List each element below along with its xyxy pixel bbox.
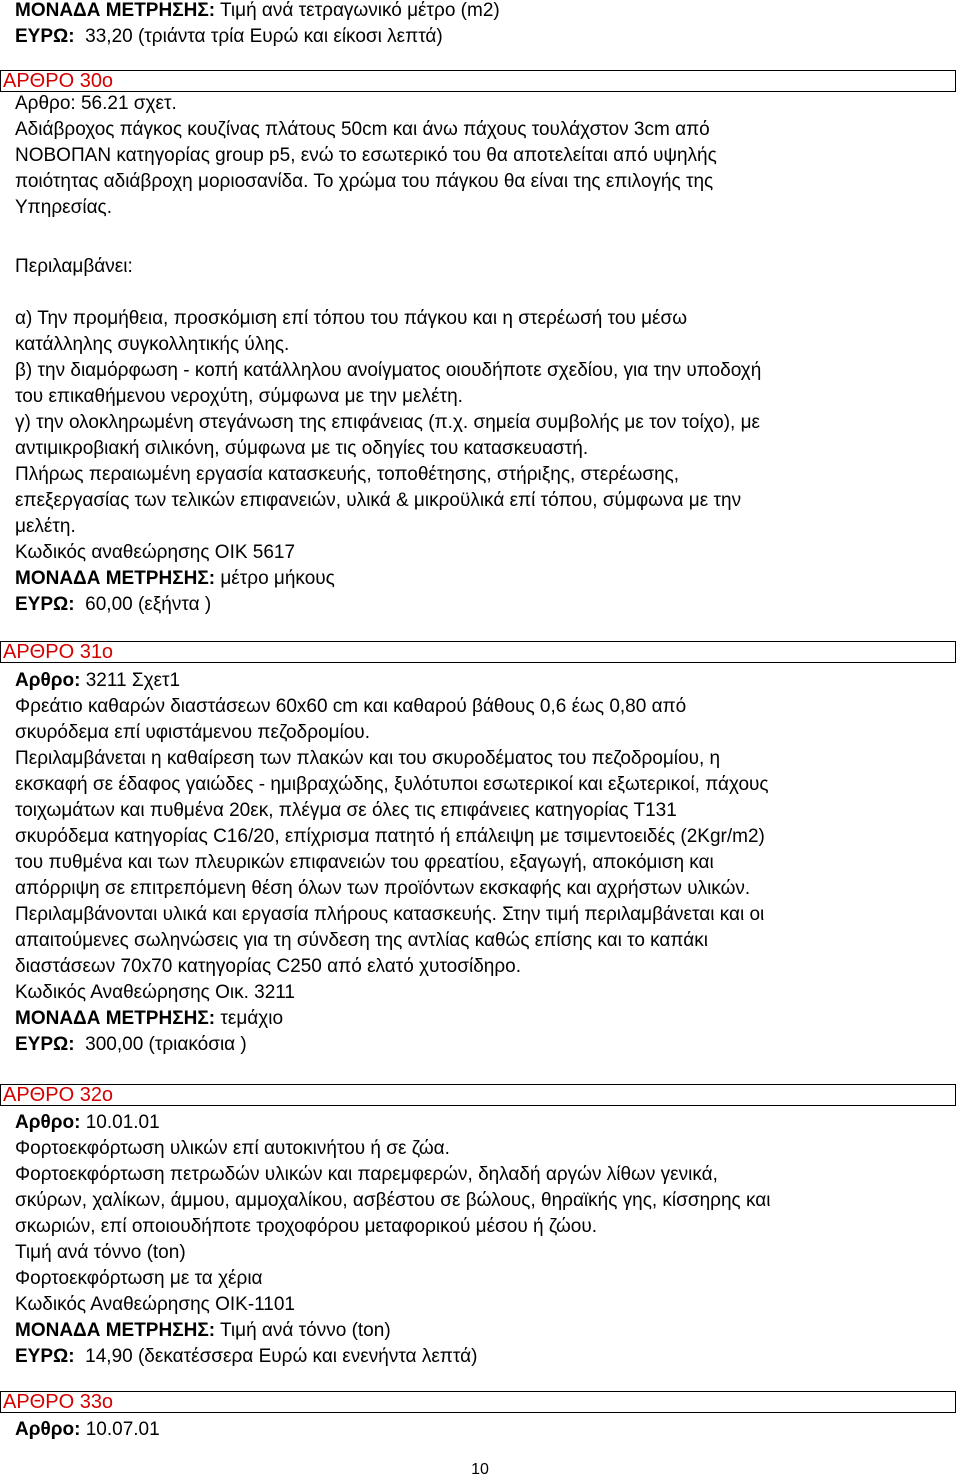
article-33-title: ΑΡΘΡΟ 33ο xyxy=(3,1391,114,1413)
price-line: ΕΥΡΩ: 14,90 (δεκατέσσερα Ευρώ και ενενήντα λεπτά) xyxy=(15,1346,478,1367)
article-code: Αρθρο: 3211 Σχετ1 xyxy=(15,670,181,691)
article-code: Αρθρο: 10.07.01 xyxy=(15,1419,160,1440)
price-line: ΕΥΡΩ: 300,00 (τριακόσια ) xyxy=(15,1034,247,1055)
article-code: Αρθρο: 10.01.01 xyxy=(15,1112,160,1133)
unit-line: ΜΟΝΑΔΑ ΜΕΤΡΗΣΗΣ: Τιμή ανά τετραγωνικό μέτρο (m2) xyxy=(15,0,500,21)
article-32-body: Αρθρο: 10.01.01 Φορτοεκφόρτωση υλικών επί αυτοκινήτου ή σε ζώα. Φορτοεκφόρτωση πετρωδών υλικών και παρεμφερών, δηλαδή αργών λίθων γενικά, σκύρων, χαλίκων, άμμου, αμμοχαλίκου, ασβέστου σε βώλους, θηραϊκής γης, κίσσηρης και σκωριών, επί οποιουδήποτε τροχοφόρου μεταφορικού μέσου ή ζώου. Τιμή ανά τόννο (ton) Φορτοεκφόρτωση με τα χέρια Κωδικός Αναθεώρησης ΟΙΚ-1101 ΜΟΝΑΔΑ ΜΕΤΡΗΣΗΣ: Τιμή ανά τόννο (ton) ΕΥΡΩ: 14,90 (δεκατέσσερα Ευρώ και ενενήντα λεπτά) xyxy=(15,1110,945,1370)
unit-line: ΜΟΝΑΔΑ ΜΕΤΡΗΣΗΣ: τεμάχιο xyxy=(15,1008,284,1029)
unit-line: ΜΟΝΑΔΑ ΜΕΤΡΗΣΗΣ: μέτρο μήκους xyxy=(15,568,335,589)
revision-code: Κωδικός Αναθεώρησης Οικ. 3211 xyxy=(15,982,295,1003)
unit-line: ΜΟΝΑΔΑ ΜΕΤΡΗΣΗΣ: Τιμή ανά τόννο (ton) xyxy=(15,1320,391,1341)
includes-label: Περιλαμβάνει: xyxy=(15,256,133,277)
article-31-header xyxy=(0,641,956,663)
revision-code: Κωδικός αναθεώρησης ΟΙΚ 5617 xyxy=(15,542,296,563)
intro-block xyxy=(15,0,945,50)
article-30-header xyxy=(0,70,956,92)
article-code: Αρθρο: 56.21 σχετ. xyxy=(15,93,177,114)
article-32-header xyxy=(0,1084,956,1106)
article-31-title: ΑΡΘΡΟ 31ο xyxy=(3,641,114,663)
price-line: ΕΥΡΩ: 33,20 (τριάντα τρία Ευρώ και είκοσι λεπτά) xyxy=(15,26,443,47)
article-30-body: Αρθρο: 56.21 σχετ. Αδιάβροχος πάγκος κουζίνας πλάτους 50cm και άνω πάχους τουλάχστον 3cm από ΝΟΒΟΠΑΝ κατηγορίας group p5, ενώ το εσωτερικό του θα αποτελείται από υψηλής ποιότητας αδιάβροχη μοριοσανίδα. Το χρώμα του πάγκου θα είναι της επιλογής της Υπηρεσίας. xyxy=(15,91,945,221)
article-30-items: α) Την προμήθεια, προσκόμιση επί τόπου του πάγκου και η στερέωσή του μέσω κατάλληλης συγκολλητικής ύλης. β) την διαμόρφωση - κοπή κατάλληλου ανοίγματος οιουδήποτε σχεδίου, για την υποδοχή του επικαθήμενου νεροχύτη, σύμφωνα με την μελέτη. γ) την ολοκληρωμένη στεγάνωση της επιφάνειας (π.χ. σημεία συμβολής με τον τοίχο), με αντιμικροβιακή σιλικόνη, σύμφωνα με τις οδηγίες του κατασκευαστή. Πλήρως περαιωμένη εργασία κατασκευής, τοποθέτησης, στήριξης, στερέωσης, επεξεργασίας των τελικών επιφανειών, υλικά & μικροϋλικά επί τόπου, σύμφωνα με την μελέτη. Κωδικός αναθεώρησης ΟΙΚ 5617 ΜΟΝΑΔΑ ΜΕΤΡΗΣΗΣ: μέτρο μήκους ΕΥΡΩ: 60,00 (εξήντα ) xyxy=(15,306,945,618)
price-line: ΕΥΡΩ: 60,00 (εξήντα ) xyxy=(15,594,212,615)
article-33-body xyxy=(15,1417,945,1443)
article-33-header xyxy=(0,1391,956,1413)
article-31-body: Αρθρο: 3211 Σχετ1 Φρεάτιο καθαρών διαστάσεων 60x60 cm και καθαρού βάθους 0,6 έως 0,80 από σκυρόδεμα επί υφιστάμενου πεζοδρομίου. Περιλαμβάνεται η καθαίρεση των πλακών και του σκυροδέματος του πεζοδρομίου, η εκσκαφή σε έδαφος γαιώδες - ημιβραχώδης, ξυλότυποι εσωτερικοί και εξωτερικοί, πάχους τοιχωμάτων και πυθμένα 20εκ, πλέγμα σε όλες τις επιφάνειες κατηγορίας Τ131 σκυρόδεμα κατηγορίας C16/20, επίχρισμα πατητό ή επάλειψη με τσιμεντοειδές (2Kgr/m2) του πυθμένα και των πλευρικών επιφανειών του φρεατίου, εξαγωγή, αποκόμιση και απόρριψη σε επιτρεπόμενη θέση όλων των προϊόντων εκσκαφής και αχρήστων υλικών. Περιλαμβάνονται υλικά και εργασία πλήρους κατασκευής. Στην τιμή περιλαμβάνεται και οι απαιτούμενες σωληνώσεις για τη σύνδεση της αντλίας καθώς επίσης και το καπάκι διαστάσεων 70x70 κατηγορίας C250 από ελατό χυτοσίδηρο. Κωδικός Αναθεώρησης Οικ. 3211 ΜΟΝΑΔΑ ΜΕΤΡΗΣΗΣ: τεμάχιο ΕΥΡΩ: 300,00 (τριακόσια ) xyxy=(15,668,945,1058)
revision-code: Κωδικός Αναθεώρησης ΟΙΚ-1101 xyxy=(15,1294,295,1315)
article-32-title: ΑΡΘΡΟ 32ο xyxy=(3,1084,114,1106)
page-number: 10 xyxy=(471,1461,489,1478)
article-30-title: ΑΡΘΡΟ 30ο xyxy=(3,70,114,92)
